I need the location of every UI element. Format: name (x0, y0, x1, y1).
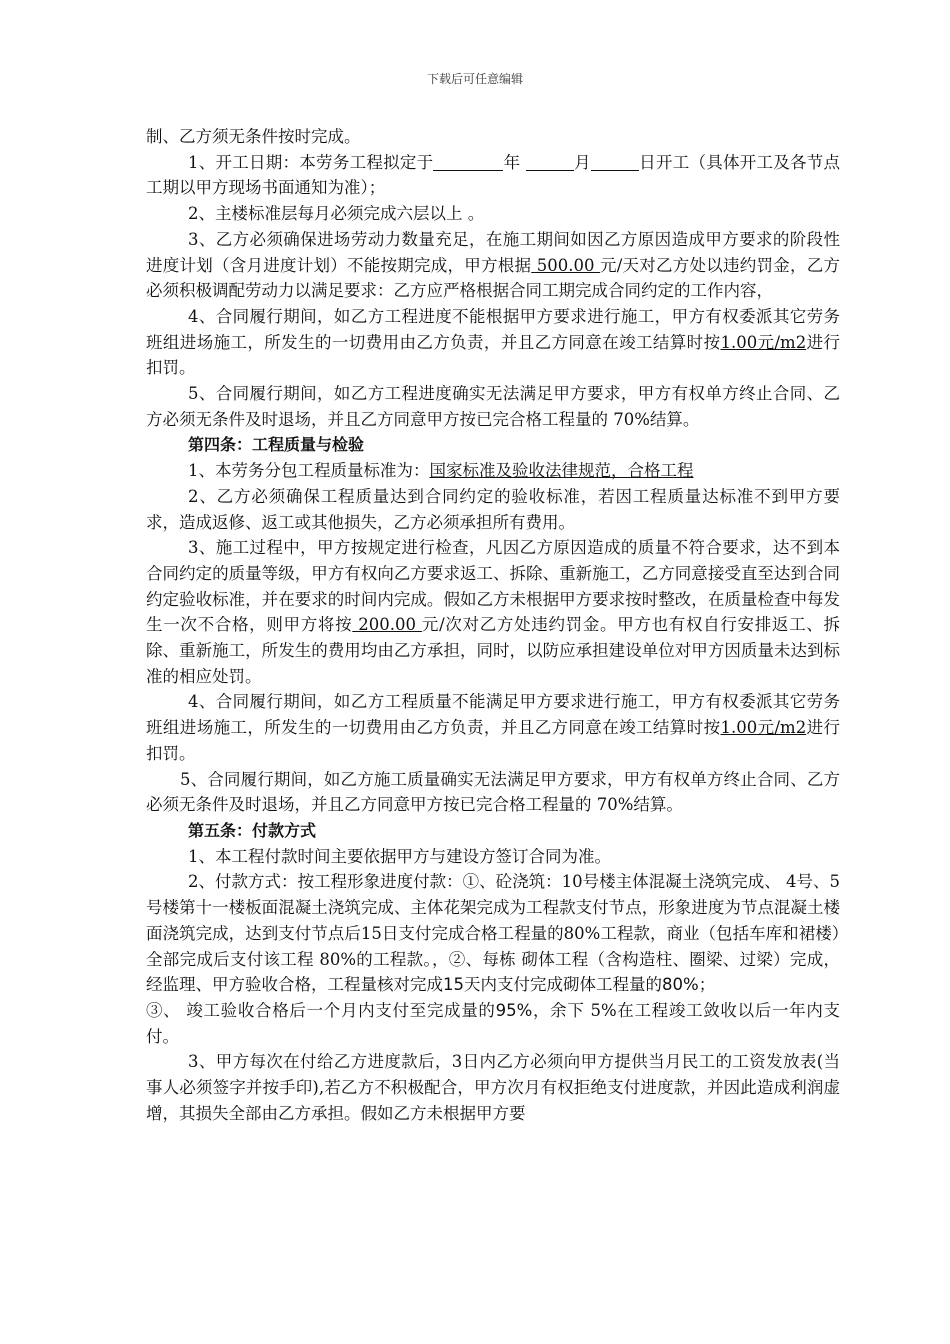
blank-month[interactable] (526, 153, 574, 171)
paragraph: 1、本工程付款时间主要依据甲方与建设方签订合同为准。 (188, 846, 611, 866)
quality-standard: 国家标准及验收法律规范，合格工程 (429, 461, 694, 481)
paragraph-start-date: 1、开工日期：本劳务工程拟定于 年 月 日开工（具体开工及各节点工期以甲方现场书面通知为准）； (146, 152, 841, 198)
page-header: 下载后可任意编辑 (426, 72, 523, 86)
paragraph: 2、乙方必须确保工程质量达到合同约定的验收标准，若因工程质量达标准不到甲方要求，造成返修、返工或其他损失，乙方必须承担所有费用。 (146, 486, 840, 532)
paragraph: 制、乙方须无条件按时完成。 (146, 127, 361, 146)
quality-deduction-value: 1.00元/m2 (720, 718, 807, 738)
blank-day[interactable] (591, 153, 639, 171)
paragraph-payment-method: 2、付款方式：按工程形象进度付款：①、砼浇筑：10号楼主体混凝土浇筑完成、 4号、5号楼第十一楼板面混凝土浇筑完成、主体花架完成为工程款支付节点，形象进度为节点混凝土楼面浇筑完成，达到支付节点后15日支付完成合格工程量的80%工程款，商业（包括车库和裙楼）全部完成后支付该工程 80%的工程款。，②、每栋 砌体工程（含构造柱、圈梁、过梁）完成，经监理、甲方验收合格，工程量核对完成15天内支付完成砌体工程量的80%； (146, 872, 840, 995)
paragraph: ③、 竣工验收合格后一个月内支付至完成量的95%，余下 5%在工程竣工敛收以后一年内支付。 (146, 1000, 840, 1046)
paragraph: 5、合同履行期间，如乙方施工质量确实无法满足甲方要求，甲方有权单方终止合同、乙方必须无条件及时退场，并且乙方同意甲方按已完合格工程量的 70%结算。 (146, 769, 840, 815)
paragraph: 3、甲方每次在付给乙方进度款后，3日内乙方必须向甲方提供当月民工的工资发放表(当事人必须签字并按手印),若乙方不积极配合，甲方次月有权拒绝支付进度款，并因此造成利润虚增，其损失全部由乙方承担。假如乙方未根据甲方要 (146, 1052, 840, 1123)
paragraph: 5、合同履行期间，如乙方工程进度确实无法满足甲方要求，甲方有权单方终止合同、乙方必须无条件及时退场，并且乙方同意甲方按已完合格工程量的 70%结算。 (146, 384, 840, 429)
blank-year[interactable] (433, 153, 503, 171)
paragraph: 2、主楼标准层每月必须完成六层以上 。 (188, 204, 485, 224)
section-heading-5: 第五条：付款方式 (188, 820, 317, 840)
quality-penalty-value: 200.00 (352, 615, 422, 635)
paragraph: 3、乙方必须确保进场劳动力数量充足，在施工期间如因乙方原因造成甲方要求的阶段性进度计划（含月进度计划）不能按期完成，甲方根据 500.00 元/天对乙方处以违约罚金，乙方必须积极调配劳动力以满足要求：乙方应严格根据合同工期完成合同约定的工作内容， (146, 229, 841, 301)
deduction-value: 1.00元/m2 (720, 332, 807, 352)
section-heading-4: 第四条：工程质量与检验 (188, 435, 365, 455)
penalty-value: 500.00 (531, 255, 600, 275)
paragraph: 4、合同履行期间，如乙方工程进度不能根据甲方要求进行施工，甲方有权委派其它劳务班组进场施工，所发生的一切费用由乙方负责，并且乙方同意在竣工结算时按1.00元/m2进行扣罚。 (146, 306, 840, 378)
paragraph: 3、施工过程中，甲方按规定进行检查，凡因乙方原因造成的质量不符合要求，达不到本合同约定的质量等级，甲方有权向乙方要求返工、拆除、重新施工，乙方同意接受直至达到合同约定验收标准，并在要求的时间内完成。假如乙方未根据甲方要求按时整改，在质量检查中每发生一次不合格，则甲方将按 200.00 元/次对乙方处违约罚金。甲方也有权自行安排返工、拆除、重新施工，所发生的费用均由乙方承担，同时，以防应承担建设单位对甲方因质量未达到标准的相应处罚。 (146, 538, 840, 686)
paragraph: 1、本劳务分包工程质量标准为：国家标准及验收法律规范，合格工程 (188, 461, 694, 481)
paragraph: 4、合同履行期间，如乙方工程质量不能满足甲方要求进行施工，甲方有权委派其它劳务班组进场施工，所发生的一切费用由乙方负责，并且乙方同意在竣工结算时按1.00元/m2进行扣罚。 (146, 692, 840, 763)
document-body (146, 124, 840, 1126)
